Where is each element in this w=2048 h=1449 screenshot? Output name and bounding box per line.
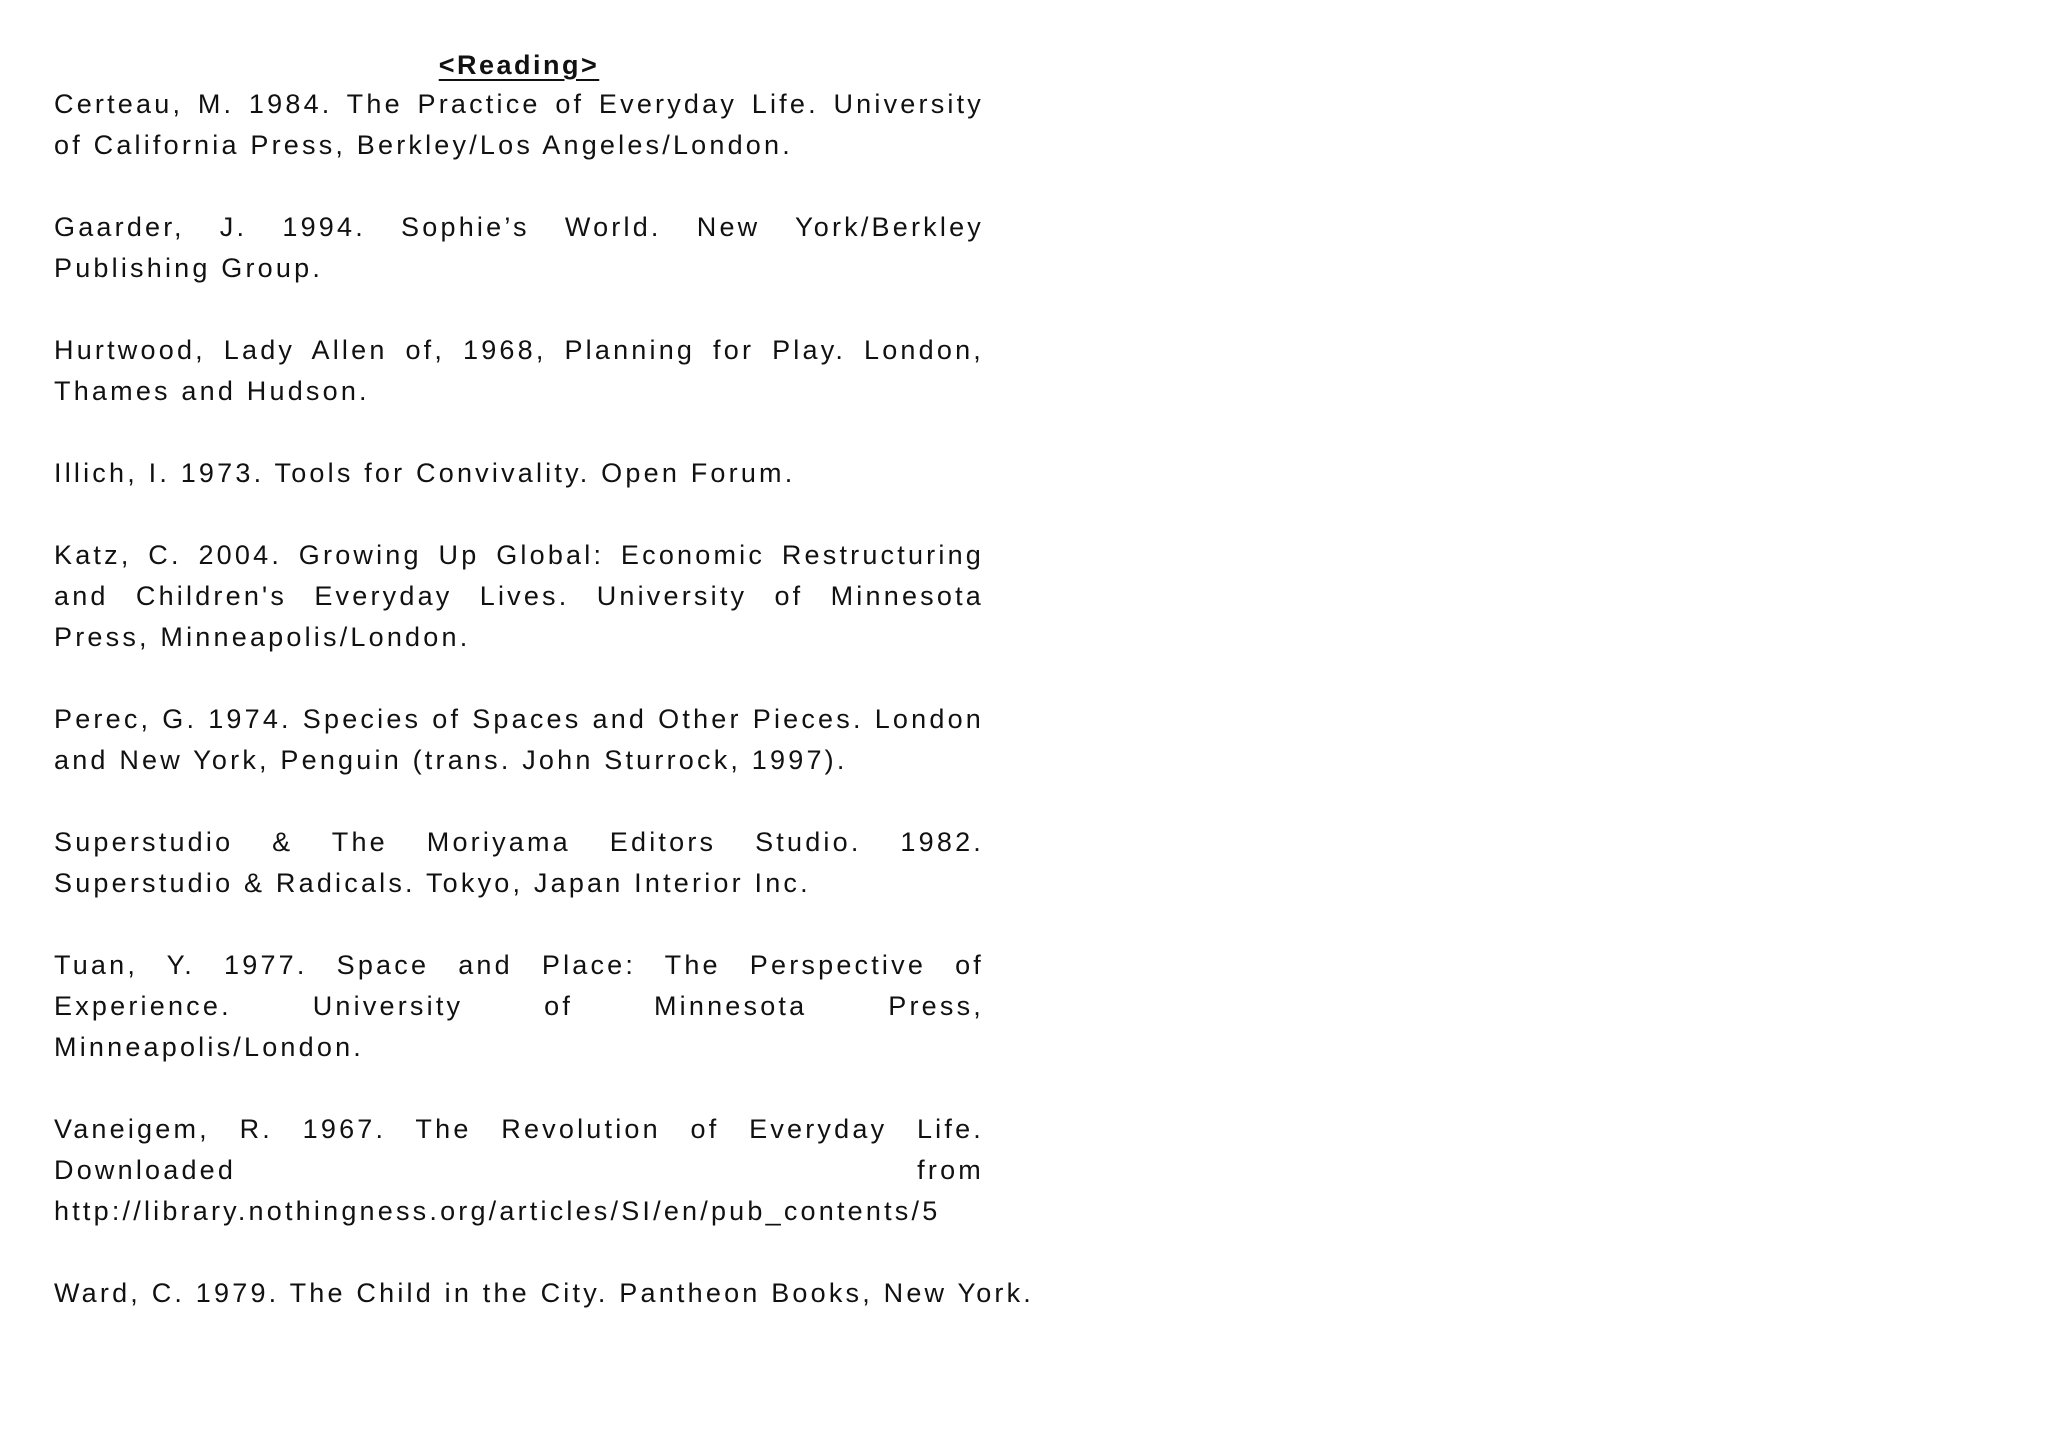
reference-entry-hurtwood: Hurtwood, Lady Allen of, 1968, Planning for Play. London, Thames and Hudson. [54,335,984,406]
reference-entry-illich: Illich, I. 1973. Tools for Convivality. Open Forum. [54,458,796,488]
reference-entry-certeau: Certeau, M. 1984. The Practice of Everyday Life. University of California Press, Berkley/Los Angeles/London. [54,89,984,160]
reference-entry-vaneigem: Vaneigem, R. 1967. The Revolution of Everyday Life. Downloaded from http://library.nothingness.org/articles/SI/en/pub_contents/5 [54,1114,984,1226]
reading-title: <Reading> [438,50,600,80]
reference-entry-superstudio: Superstudio & The Moriyama Editors Studio. 1982. Superstudio & Radicals. Tokyo, Japan Interior Inc. [54,827,984,898]
reference-entry-perec: Perec, G. 1974. Species of Spaces and Other Pieces. London and New York, Penguin (trans. John Sturrock, 1997). [54,704,984,775]
reading-list [54,46,1035,1314]
reference-list [54,84,1035,1314]
reference-entry-katz: Katz, C. 2004. Growing Up Global: Economic Restructuring and Children's Everyday Lives. University of Minnesota Press, Minneapolis/London. [54,540,984,652]
reference-entry-gaarder: Gaarder, J. 1994. Sophie’s World. New York/Berkley Publishing Group. [54,212,984,283]
reference-entry-ward: Ward, C. 1979. The Child in the City. Pantheon Books, New York. [54,1278,1035,1308]
reference-entry-tuan: Tuan, Y. 1977. Space and Place: The Perspective of Experience. University of Minnesota Press, Minneapolis/London. [54,950,984,1062]
